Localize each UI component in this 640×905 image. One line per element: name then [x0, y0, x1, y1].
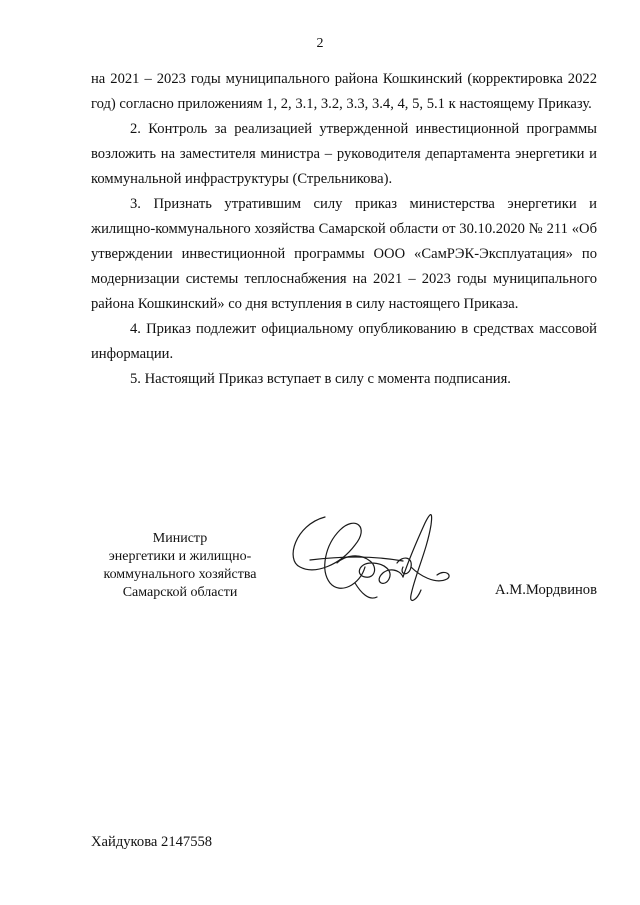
paragraph-1: на 2021 – 2023 годы муниципального района Кошкинский (корректировка 2022 год) согласно приложениям 1, 2, 3.1, 3.2, 3.3, 3.4, 4, 5, 5.1 к настоящему Приказу.: [91, 71, 597, 112]
paragraph-5: 5. Настоящий Приказ вступает в силу с момента подписания.: [130, 371, 511, 387]
paragraph-4: 4. Приказ подлежит официальному опубликованию в средствах массовой информации.: [91, 321, 597, 362]
handwritten-signature: [285, 505, 455, 620]
document-body: [91, 67, 597, 392]
page-number: 2: [316, 36, 324, 51]
executor-note: Хайдукова 2147558: [91, 834, 213, 850]
paragraph-2: 2. Контроль за реализацией утвержденной инвестиционной программы возложить на заместителя министра – руководителя департамента энергетики и коммунальной инфраструктуры (Стрельникова).: [91, 121, 597, 187]
signature-block: [0, 530, 640, 610]
signer-title: Министр энергетики и жилищно- коммунального хозяйства Самарской области: [103, 531, 257, 600]
paragraph-3: 3. Признать утратившим силу приказ министерства энергетики и жилищно-коммунального хозяйства Самарской области от 30.10.2020 № 211 «Об утверждении инвестиционной программы ООО «СамРЭК-Эксплуатация» по модернизации системы теплоснабжения на 2021 – 2023 годы муниципального района Кошкинский» со дня вступления в силу настоящего Приказа.: [91, 196, 597, 312]
signer-name: А.М.Мордвинов: [495, 582, 597, 598]
